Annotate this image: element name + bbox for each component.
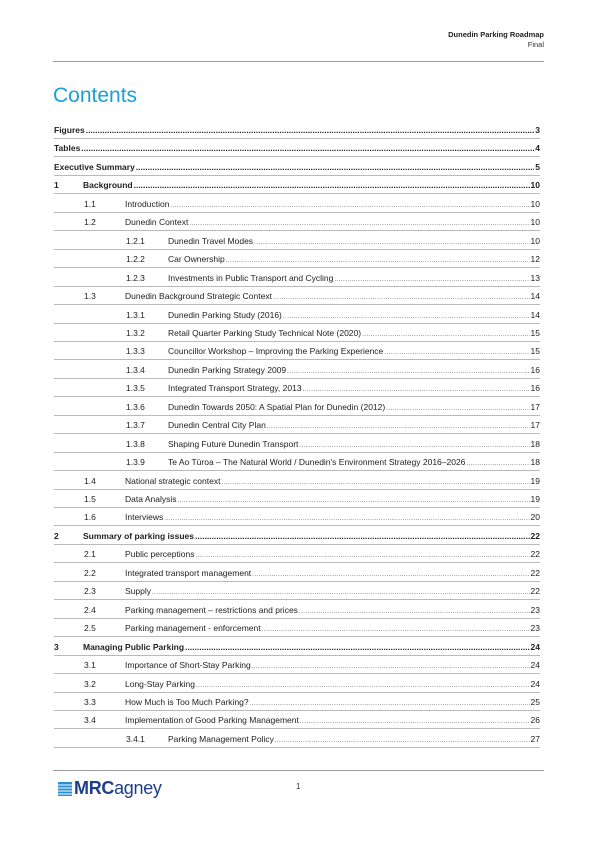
toc-entry-page: 17 bbox=[530, 420, 540, 431]
toc-entry-page: 22 bbox=[530, 549, 540, 560]
toc-entry[interactable] bbox=[54, 250, 540, 268]
toc-row-divider bbox=[54, 747, 540, 748]
toc-entry-number: 1.3.8 bbox=[126, 438, 145, 449]
toc-entry-number: 1.3.3 bbox=[126, 346, 145, 357]
toc-entry-page: 10 bbox=[530, 217, 540, 228]
toc-entry-title: Long-Stay Parking bbox=[125, 678, 195, 689]
toc-entry-title: Dunedin Towards 2050: A Spatial Plan for Dunedin (2012) bbox=[168, 401, 386, 412]
header-rule bbox=[53, 61, 544, 62]
toc-entry-number: 1 bbox=[54, 180, 59, 191]
toc-entry[interactable] bbox=[54, 324, 540, 342]
toc-entry-number: 1.2 bbox=[84, 217, 96, 228]
toc-entry-page: 19 bbox=[530, 494, 540, 504]
toc-entry-title: Public perceptions bbox=[125, 549, 195, 560]
toc-entry[interactable] bbox=[54, 269, 540, 287]
toc-entry-page: 16 bbox=[530, 364, 540, 375]
logo-text-light: agney bbox=[114, 778, 162, 798]
toc-entry-number: 2.3 bbox=[84, 586, 96, 597]
toc-entry-number: 2.1 bbox=[84, 549, 96, 560]
toc-entry-number: 1.3.2 bbox=[126, 327, 145, 338]
running-header bbox=[448, 30, 544, 50]
toc-entry-title: Figures bbox=[54, 125, 85, 135]
toc-entry-title: Integrated transport management bbox=[125, 567, 252, 578]
toc-entry-dot-leader bbox=[81, 139, 534, 157]
toc-entry[interactable] bbox=[54, 601, 540, 619]
toc-entry-page: 10 bbox=[530, 198, 540, 209]
toc-entry-title: Interviews bbox=[125, 512, 164, 523]
toc-entry-leader-line bbox=[83, 527, 540, 545]
toc-entry[interactable] bbox=[54, 527, 540, 545]
toc-entry-number: 1.5 bbox=[84, 494, 96, 504]
toc-entry-leader-line bbox=[54, 121, 540, 139]
toc-entry[interactable] bbox=[54, 675, 540, 693]
toc-entry-number: 3.4 bbox=[84, 715, 96, 726]
toc-entry-number: 1.2.3 bbox=[126, 272, 145, 283]
toc-entry-leader-line bbox=[83, 176, 540, 194]
toc-entry-title: Retail Quarter Parking Study Technical Note (2020) bbox=[168, 327, 362, 338]
toc-entry-title: Importance of Short-Stay Parking bbox=[125, 660, 251, 671]
toc-entry-title: Dunedin Parking Strategy 2009 bbox=[168, 364, 287, 375]
toc-entry-title: Summary of parking issues bbox=[83, 530, 195, 541]
toc-entry[interactable] bbox=[54, 472, 540, 490]
toc-entry-page: 26 bbox=[530, 715, 540, 726]
toc-entry-number: 2.5 bbox=[84, 623, 96, 634]
toc-entry-title: Introduction bbox=[125, 198, 170, 209]
toc-entry-page: 10 bbox=[530, 180, 540, 191]
toc-entry-title: Parking Management Policy bbox=[168, 733, 274, 744]
toc-entry-title: Dunedin Central City Plan bbox=[168, 420, 266, 431]
toc-entry-title: Dunedin Parking Study (2016) bbox=[168, 309, 282, 320]
toc-entry-leader-line bbox=[83, 638, 540, 656]
toc-entry-leader-line bbox=[54, 158, 540, 176]
toc-entry[interactable] bbox=[54, 195, 540, 213]
toc-entry-number: 3.3 bbox=[84, 696, 96, 707]
toc-entry[interactable] bbox=[54, 287, 540, 305]
toc-entry[interactable] bbox=[54, 342, 540, 360]
toc-entry-title: Dunedin Context bbox=[125, 217, 189, 228]
toc-entry-number: 3.4.1 bbox=[126, 733, 145, 744]
toc-entry[interactable] bbox=[54, 139, 540, 157]
contents-heading: Contents bbox=[53, 84, 138, 107]
toc-entry[interactable] bbox=[54, 582, 540, 600]
toc-entry-title: Parking management – restrictions and prices bbox=[125, 604, 298, 615]
toc-entry-number: 2.2 bbox=[84, 567, 96, 578]
toc-entry-page: 17 bbox=[530, 401, 540, 412]
toc-entry[interactable] bbox=[54, 490, 540, 508]
toc-entry-title: Shaping Future Dunedin Transport bbox=[168, 438, 299, 449]
toc-entry-title: Tables bbox=[54, 143, 81, 154]
toc-entry[interactable] bbox=[54, 232, 540, 250]
toc-entry-dot-leader bbox=[185, 638, 529, 656]
toc-entry-number: 1.3 bbox=[84, 291, 96, 302]
toc-entry-page: 22 bbox=[530, 586, 540, 597]
toc-entry-title: Councillor Workshop – Improving the Parking Experience bbox=[168, 346, 384, 357]
toc-entry-number: 1.2.2 bbox=[126, 254, 145, 265]
toc-entry-page: 23 bbox=[530, 604, 540, 615]
toc-entry-number: 3 bbox=[54, 641, 59, 652]
toc-entry-page: 14 bbox=[530, 291, 540, 302]
toc-entry-title: Data Analysis bbox=[125, 494, 177, 504]
toc-entry-page: 16 bbox=[530, 383, 540, 394]
toc-entry-title: Car Ownership bbox=[168, 254, 225, 265]
toc-entry-title: Managing Public Parking bbox=[83, 641, 185, 652]
company-logo bbox=[58, 778, 162, 799]
toc-entry-leader-line bbox=[54, 139, 540, 157]
logo-wordmark bbox=[74, 778, 162, 799]
toc-entry-title: Executive Summary bbox=[54, 161, 135, 172]
toc-entry-number: 1.3.6 bbox=[126, 401, 145, 412]
header-doc-title: Dunedin Parking Roadmap bbox=[448, 30, 544, 39]
toc-entry-page: 27 bbox=[530, 733, 540, 744]
toc-entry-page: 18 bbox=[530, 438, 540, 449]
toc-entry[interactable] bbox=[54, 508, 540, 526]
toc-entry[interactable] bbox=[54, 158, 540, 176]
toc-entry-number: 3.2 bbox=[84, 678, 96, 689]
toc-entry-title: Investments in Public Transport and Cycling bbox=[168, 272, 334, 283]
toc-entry-title: Background bbox=[83, 180, 133, 191]
toc-entry-dot-leader bbox=[86, 121, 535, 139]
toc-entry-title: Supply bbox=[125, 586, 151, 597]
toc-entry-page: 20 bbox=[530, 512, 540, 523]
toc-entry[interactable] bbox=[54, 711, 540, 729]
toc-entry-number: 1.2.1 bbox=[126, 235, 145, 246]
toc-entry-page: 15 bbox=[530, 327, 540, 338]
toc-entry-number: 1.3.1 bbox=[126, 309, 145, 320]
toc-entry-number: 1.3.4 bbox=[126, 364, 145, 375]
toc-entry[interactable] bbox=[54, 693, 540, 711]
toc-entry[interactable] bbox=[54, 619, 540, 637]
toc-entry-page: 24 bbox=[530, 660, 540, 671]
toc-entry-page: 24 bbox=[530, 641, 540, 652]
toc-entry[interactable] bbox=[54, 730, 540, 748]
toc-entry-title: Implementation of Good Parking Management bbox=[125, 715, 299, 726]
toc-entry[interactable] bbox=[54, 176, 540, 194]
toc-entry[interactable] bbox=[54, 398, 540, 416]
toc-entry-title: National strategic context bbox=[125, 475, 221, 486]
toc-entry[interactable] bbox=[54, 435, 540, 453]
toc-entry-title: Te Ao Tūroa – The Natural World / Dunedin's Environment Strategy 2016–2026 bbox=[168, 457, 466, 468]
toc-entry[interactable] bbox=[54, 564, 540, 582]
toc-entry-dot-leader bbox=[195, 527, 530, 545]
toc-entry-page: 23 bbox=[530, 623, 540, 634]
toc-entry[interactable] bbox=[54, 545, 540, 563]
toc-entry-title: Parking management - enforcement bbox=[125, 623, 261, 634]
toc-entry-page: 13 bbox=[530, 272, 540, 283]
toc-entry-page: 22 bbox=[530, 567, 540, 578]
toc-entry-title: Dunedin Travel Modes bbox=[168, 235, 254, 246]
toc-entry-title: How Much is Too Much Parking? bbox=[125, 696, 249, 707]
header-status: Final bbox=[527, 40, 544, 49]
toc-entry-title: Integrated Transport Strategy, 2013 bbox=[168, 383, 302, 394]
toc-entry-page: 3 bbox=[535, 125, 540, 135]
toc-entry-title: Dunedin Background Strategic Context bbox=[125, 291, 272, 302]
toc-entry[interactable] bbox=[54, 213, 540, 231]
toc-entry[interactable] bbox=[54, 361, 540, 379]
toc-entry-number: 1.3.9 bbox=[126, 457, 145, 468]
logo-text-bold: MRC bbox=[74, 778, 115, 798]
toc-entry-page: 10 bbox=[530, 235, 540, 246]
toc-entry[interactable] bbox=[54, 416, 540, 434]
toc-entry-number: 1.1 bbox=[84, 198, 96, 209]
toc-entry-page: 18 bbox=[530, 457, 540, 468]
toc-entry-number: 3.1 bbox=[84, 660, 96, 671]
toc-entry[interactable] bbox=[54, 453, 540, 471]
toc-entry-page: 24 bbox=[530, 678, 540, 689]
logo-mark-icon bbox=[58, 782, 72, 796]
footer-rule bbox=[53, 770, 544, 771]
toc-entry-number: 1.3.7 bbox=[126, 420, 145, 431]
toc-entry[interactable] bbox=[54, 656, 540, 674]
page-number: 1 bbox=[296, 782, 301, 791]
toc-entry-page: 5 bbox=[535, 161, 540, 172]
toc-entry-page: 14 bbox=[530, 309, 540, 320]
toc-entry-page: 19 bbox=[530, 475, 540, 486]
toc-entry-page: 25 bbox=[530, 696, 540, 707]
toc-entry-number: 2 bbox=[54, 530, 59, 541]
toc-entry-dot-leader bbox=[136, 158, 534, 176]
toc-entry-page: 4 bbox=[535, 143, 540, 154]
toc-entry[interactable] bbox=[54, 638, 540, 656]
toc-entry[interactable] bbox=[54, 121, 540, 139]
toc-entry-number: 2.4 bbox=[84, 604, 96, 615]
toc-entry-dot-leader bbox=[134, 176, 530, 194]
toc-entry[interactable] bbox=[54, 379, 540, 397]
toc-entry-page: 22 bbox=[530, 530, 540, 541]
toc-entry-page: 15 bbox=[530, 346, 540, 357]
toc-entry[interactable] bbox=[54, 306, 540, 324]
toc-entry-number: 1.3.5 bbox=[126, 383, 145, 394]
toc-entry-number: 1.4 bbox=[84, 475, 96, 486]
toc-entry-number: 1.6 bbox=[84, 512, 96, 523]
toc-entry-page: 12 bbox=[530, 254, 540, 265]
